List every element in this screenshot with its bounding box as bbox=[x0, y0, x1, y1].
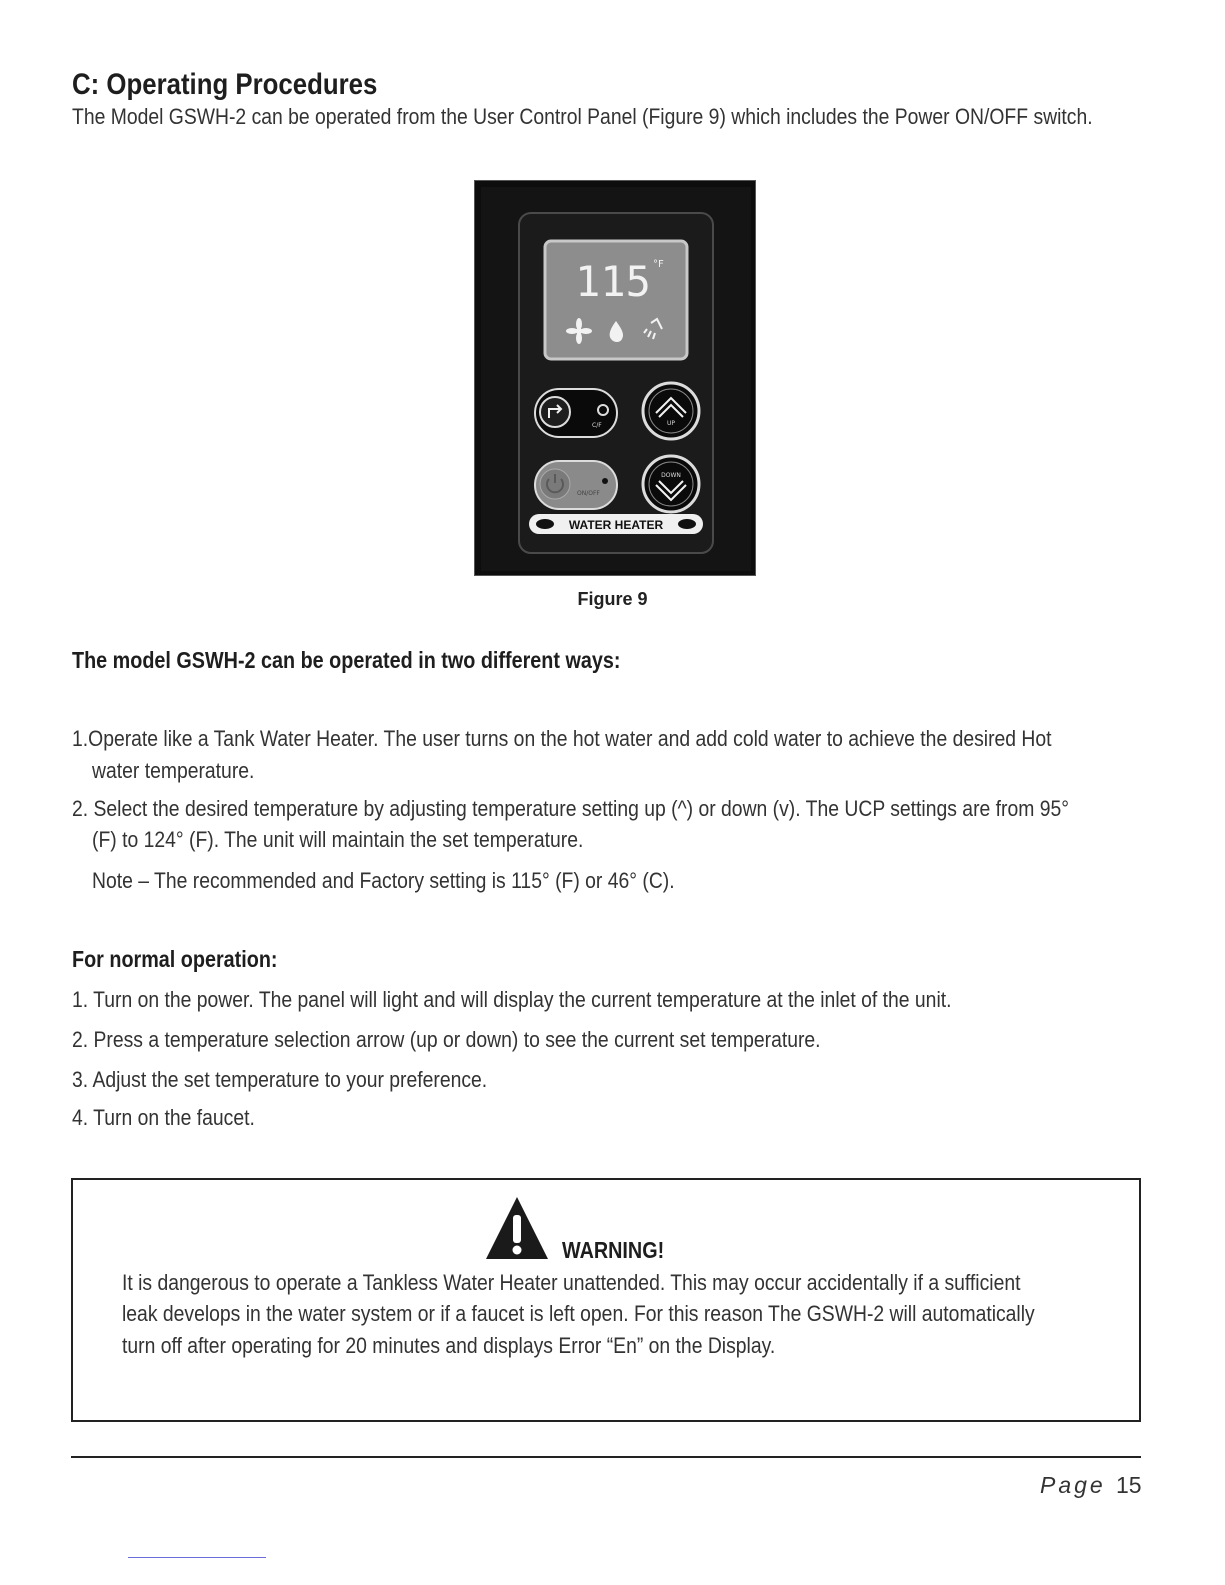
section-title: C: Operating Procedures bbox=[72, 68, 378, 101]
bottom-divider bbox=[128, 1557, 266, 1558]
warning-line-2: leak develops in the water system or if a faucet is left open. For this reason The GSWH-2 will automatically bbox=[122, 1301, 1035, 1326]
control-panel-illustration bbox=[475, 181, 756, 576]
warning-line-3: turn off after operating for 20 minutes and displays Error “En” on the Display. bbox=[122, 1333, 776, 1358]
way-2-line-2: (F) to 124° (F). The unit will maintain the set temperature. bbox=[92, 827, 584, 852]
control-panel-photo bbox=[474, 180, 756, 576]
normal-step-4: 4. Turn on the faucet. bbox=[72, 1105, 255, 1130]
up-label: UP bbox=[666, 420, 676, 427]
display-temperature: 115 bbox=[575, 257, 651, 306]
down-label: DOWN bbox=[661, 472, 681, 479]
display-unit: °F bbox=[653, 259, 664, 270]
warning-triangle-icon bbox=[484, 1195, 550, 1261]
warning-box bbox=[71, 1178, 1141, 1422]
normal-operation-heading: For normal operation: bbox=[72, 946, 278, 972]
warning-line-1: It is dangerous to operate a Tankless Water Heater unattended. This may occur accidentally if a sufficient bbox=[122, 1270, 1021, 1295]
brand-label: WATER HEATER bbox=[568, 518, 664, 532]
way-2-line-1: 2. Select the desired temperature by adjusting temperature setting up (^) or down (v). The UCP settings are from 95° bbox=[72, 796, 1069, 821]
normal-step-2: 2. Press a temperature selection arrow (up or down) to see the current set temperature. bbox=[72, 1027, 821, 1052]
footer-divider bbox=[71, 1456, 1141, 1458]
cf-label: C/F bbox=[592, 422, 602, 429]
warning-title: WARNING! bbox=[562, 1237, 665, 1263]
page-number: 15 bbox=[1116, 1472, 1142, 1498]
ways-heading: The model GSWH-2 can be operated in two different ways: bbox=[72, 647, 621, 673]
normal-step-3: 3. Adjust the set temperature to your preference. bbox=[72, 1067, 488, 1092]
way-1-line-2: water temperature. bbox=[92, 758, 255, 783]
intro-paragraph: The Model GSWH-2 can be operated from the User Control Panel (Figure 9) which includes the Power ON/OFF switch. bbox=[72, 104, 1093, 129]
brand-logo-icon bbox=[536, 519, 554, 529]
figure-caption: Figure 9 bbox=[577, 589, 648, 609]
way-1-line-1: 1.Operate like a Tank Water Heater. The user turns on the hot water and add cold water to achieve the desired Hot bbox=[72, 726, 1052, 751]
down-button bbox=[643, 456, 699, 512]
factory-setting-note: Note – The recommended and Factory setting is 115° (F) or 46° (C). bbox=[92, 868, 675, 893]
brand-logo-icon bbox=[678, 519, 696, 529]
normal-step-1: 1. Turn on the power. The panel will light and will display the current temperature at the inlet of the unit. bbox=[72, 987, 952, 1012]
page-label: Page bbox=[1040, 1472, 1106, 1498]
up-button bbox=[643, 383, 699, 439]
power-label: ON/OFF bbox=[577, 490, 600, 497]
